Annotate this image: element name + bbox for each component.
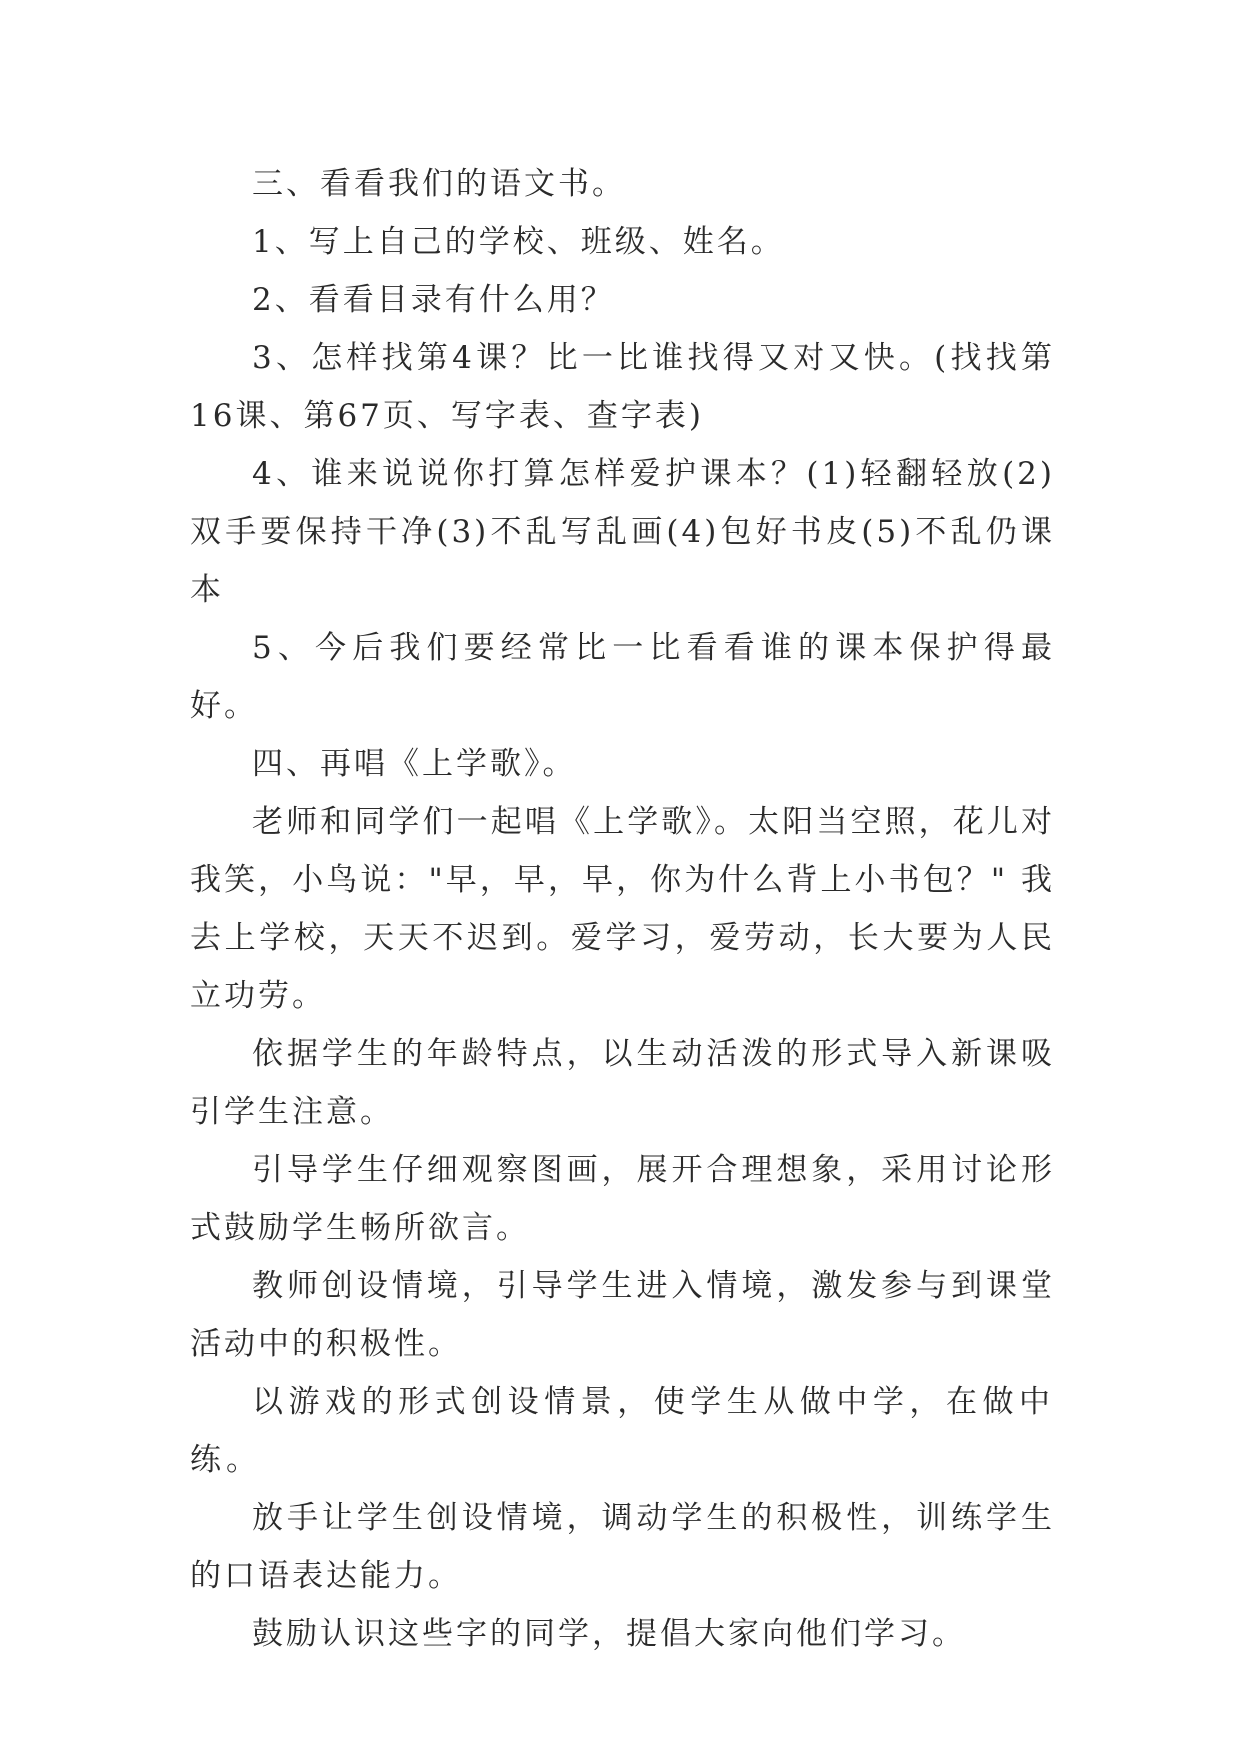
body-paragraph: 引导学生仔细观察图画，展开合理想象，采用讨论形式鼓励学生畅所欲言。 bbox=[190, 1152, 1055, 1246]
body-paragraph: 放手让学生创设情境，调动学生的积极性，训练学生的口语表达能力。 bbox=[190, 1500, 1055, 1594]
list-item: 4、谁来说说你打算怎样爱护课本？(1)轻翻轻放(2)双手要保持干净(3)不乱写乱画(4)包好书皮(5)不乱仍课本 bbox=[190, 456, 1055, 608]
list-item: 3、怎样找第4课？比一比谁找得又对又快。(找找第16课、第67页、写字表、查字表) bbox=[190, 340, 1055, 434]
body-paragraph: 教师创设情境，引导学生进入情境，激发参与到课堂活动中的积极性。 bbox=[190, 1268, 1055, 1362]
list-item: 5、今后我们要经常比一比看看谁的课本保护得最好。 bbox=[190, 630, 1055, 724]
body-paragraph: 以游戏的形式创设情景，使学生从做中学，在做中练。 bbox=[190, 1384, 1055, 1478]
body-paragraph: 依据学生的年龄特点，以生动活泼的形式导入新课吸引学生注意。 bbox=[190, 1036, 1055, 1130]
section-heading-four: 四、再唱《上学歌》。 bbox=[252, 746, 577, 782]
song-lyrics-paragraph: 老师和同学们一起唱《上学歌》。太阳当空照，花儿对我笑，小鸟说："早，早，早，你为什么背上小书包？" 我去上学校，天天不迟到。爱学习，爱劳动，长大要为人民立功劳。 bbox=[190, 804, 1055, 1014]
list-item: 2、看看目录有什么用？ bbox=[252, 282, 615, 318]
list-item: 1、写上自己的学校、班级、姓名。 bbox=[252, 224, 785, 260]
section-heading-three: 三、看看我们的语文书。 bbox=[252, 166, 626, 202]
body-paragraph: 鼓励认识这些字的同学，提倡大家向他们学习。 bbox=[252, 1616, 966, 1652]
document-body bbox=[190, 155, 1055, 1663]
